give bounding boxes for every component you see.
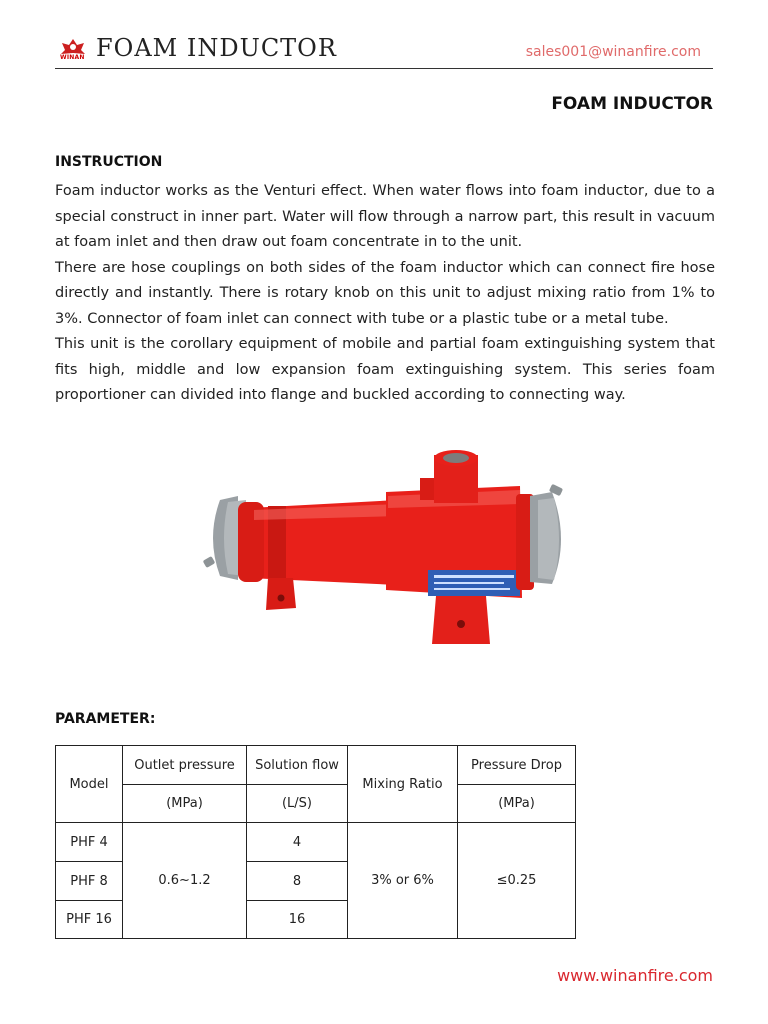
- header-pressure-drop-unit: (MPa): [458, 785, 576, 823]
- foam-inductor-product-image: [198, 450, 578, 650]
- row-model: PHF 16: [56, 901, 123, 939]
- logo-text: WINAN: [60, 54, 85, 61]
- instruction-body: [55, 179, 715, 409]
- header-model: Model: [56, 746, 123, 823]
- header-outlet-pressure: Outlet pressure: [123, 746, 247, 785]
- row-model: PHF 8: [56, 862, 123, 901]
- instruction-paragraph: There are hose couplings on both sides of the foam inductor which can connect fire hose directly and instantly. There is rotary knob on this unit to adjust mixing ratio from 1% to 3%. Connector of foam inlet can connect with tube or a plastic tube or a metal tube.: [55, 259, 715, 327]
- header-solution-flow: Solution flow: [247, 746, 348, 785]
- winan-logo-icon: [58, 36, 88, 66]
- parameter-table: [55, 745, 576, 939]
- parameter-heading: PARAMETER:: [55, 711, 156, 727]
- header-solution-flow-unit: (L/S): [247, 785, 348, 823]
- cell-pressure-drop: ≤0.25: [458, 823, 576, 939]
- instruction-heading: INSTRUCTION: [55, 154, 163, 170]
- header-mixing-ratio: Mixing Ratio: [348, 746, 458, 823]
- row-solution-flow: 16: [247, 901, 348, 939]
- contact-email[interactable]: sales001@winanfire.com: [525, 44, 701, 60]
- document-title: FOAM INDUCTOR: [551, 94, 713, 114]
- brand-title: FOAM INDUCTOR: [96, 34, 337, 62]
- header-pressure-drop: Pressure Drop: [458, 746, 576, 785]
- page-header: [55, 32, 713, 69]
- cell-mixing-ratio: 3% or 6%: [348, 823, 458, 939]
- instruction-paragraph: This unit is the corollary equipment of mobile and partial foam extinguishing system that fits high, middle and low expansion foam extinguishing system. This series foam proportioner can divided into flange and buckled according to connecting way.: [55, 336, 715, 403]
- instruction-paragraph: Foam inductor works as the Venturi effect. When water flows into foam inductor, due to a special construct in inner part. Water will flow through a narrow part, this result in vacuum at foam inlet and then draw out foam concentrate in to the unit.: [55, 183, 715, 250]
- row-solution-flow: 8: [247, 862, 348, 901]
- row-model: PHF 4: [56, 823, 123, 862]
- row-solution-flow: 4: [247, 823, 348, 862]
- cell-outlet-pressure: 0.6~1.2: [123, 823, 247, 939]
- website-link[interactable]: www.winanfire.com: [557, 966, 713, 985]
- header-outlet-pressure-unit: (MPa): [123, 785, 247, 823]
